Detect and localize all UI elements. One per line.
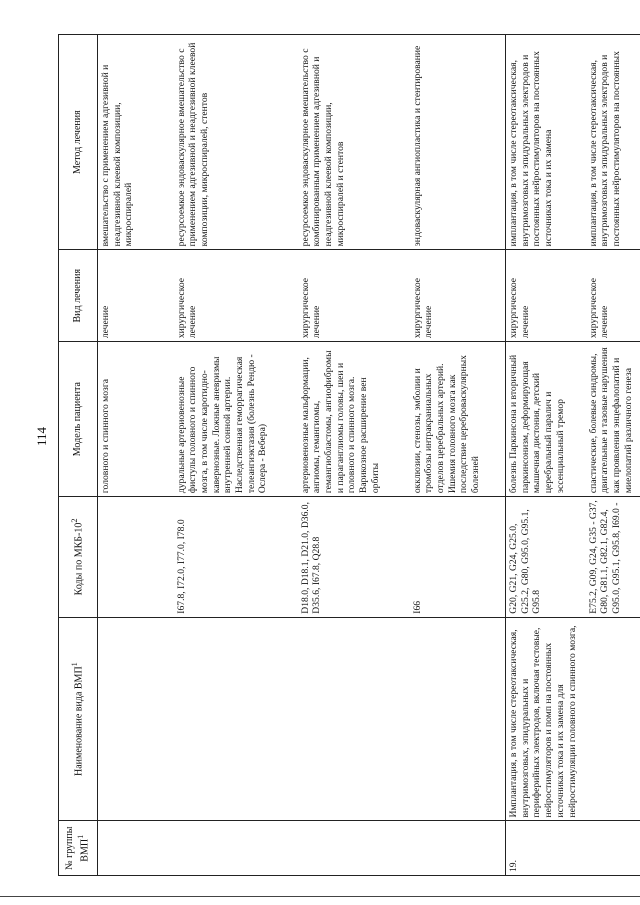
cell-vmp-name	[586, 617, 640, 821]
cell-icd-codes: I66	[410, 497, 506, 618]
header-icd-codes: Коды по МКБ-$10^2$	[59, 497, 98, 618]
cell-icd-codes: I67.8, I72.0, I77.0, I78.0	[174, 497, 298, 618]
cell-group-number: 19.	[506, 821, 586, 876]
cell-treatment-type: хирургическое лечение	[586, 250, 640, 342]
cell-patient-model: головного и спинного мозга	[98, 342, 174, 497]
cell-vmp-name: Имплантация, в том числе стереотаксическая, внутримозговых, эпидуральных и периферийных электродов, включая тестовые, нейростимуляторов и помп на постоянных источниках тока и их замена для нейростимуляции головного и спинного мозга,	[506, 617, 586, 821]
cell-vmp-name	[298, 617, 410, 821]
cell-treatment-method: ресурсоемкое эндоваскулярное вмешательство с применением адгезивной и неадгезивной клеевой композиции, микроспиралей, стентов	[174, 35, 298, 250]
header-patient-model: Модель пациента	[59, 342, 98, 497]
cell-treatment-type: хирургическое лечение	[410, 250, 506, 342]
treatment-table	[58, 34, 640, 876]
cell-vmp-name	[410, 617, 506, 821]
cell-treatment-type: хирургическое лечение	[174, 250, 298, 342]
table-header-row	[59, 35, 98, 876]
cell-vmp-name	[98, 617, 174, 821]
cell-treatment-method: имплантация, в том числе стереотаксическая, внутримозговых и эпидуральных электродов и постоянных нейростимуляторов на постоянных	[586, 35, 640, 250]
table-row	[410, 35, 506, 876]
cell-patient-model: дуральные артериовенозные фистулы головного и спинного мозга, в том числе каротидно-кавернозные. Ложные аневризмы внутренней сонной артерии. Наследственная геморрагическая телеангиэктазия (болезнь Рендю - Ослера - Вебера)	[174, 342, 298, 497]
cell-icd-codes: D18.0, D18.1, D21.0, D36.0, D35.6, I67.8, Q28.8	[298, 497, 410, 618]
header-treatment-type: Вид лечения	[59, 250, 98, 342]
cell-group-number	[298, 821, 410, 876]
cell-treatment-method: вмешательство с применением адгезивной и неадгезивной клеевой композиции, микроспиралей	[98, 35, 174, 250]
rotated-table-wrapper	[58, 34, 634, 876]
cell-vmp-name	[174, 617, 298, 821]
table-row	[174, 35, 298, 876]
page-bottom-rule	[0, 896, 640, 897]
cell-icd-codes	[98, 497, 174, 618]
table-row	[298, 35, 410, 876]
cell-treatment-type: хирургическое лечение	[298, 250, 410, 342]
cell-treatment-method: имплантация, в том числе стереотаксическая, внутримозговых и эпидуральных электродов и постоянных нейростимуляторов на постоянных источниках тока и их замена	[506, 35, 586, 250]
cell-group-number	[98, 821, 174, 876]
table-row	[506, 35, 586, 876]
header-treatment-method: Метод лечения	[59, 35, 98, 250]
cell-treatment-type: лечение	[98, 250, 174, 342]
cell-treatment-method: эндоваскулярная ангиопластика и стентирование	[410, 35, 506, 250]
cell-icd-codes: E75.2, G09, G24, G35 - G37, G80, G81.1, G82.1, G82.4, G95.0, G95.1, G95.8, I69.0 -	[586, 497, 640, 618]
table-row	[586, 35, 640, 876]
cell-treatment-method: ресурсоемкое эндоваскулярное вмешательство с комбинированным применением адгезивной и неадгезивной клеевой композиции, микроспиралей и стентов	[298, 35, 410, 250]
page-number: 114	[34, 426, 49, 446]
cell-group-number	[410, 821, 506, 876]
cell-group-number	[174, 821, 298, 876]
cell-patient-model: болезнь Паркинсона и вторичный паркинсонизм, деформирующая мышечная дистония, детский церебральный паралич и эссенциальный тремор	[506, 342, 586, 497]
header-vmp-name: Наименование вида ВМП$^1$	[59, 617, 98, 821]
cell-icd-codes: G20, G21, G24, G25.0, G25.2, G80, G95.0, G95.1, G95.8	[506, 497, 586, 618]
table-row	[98, 35, 174, 876]
cell-patient-model: окклюзии, стенозы, эмболии и тромбозы интракраниальных отделов церебральных артерий. Ишемия головного мозга как последствие цереброваскулярных болезней	[410, 342, 506, 497]
cell-patient-model: артериовенозные мальформации, ангиомы, гемангиомы, гемангиобластомы, ангиофибромы и параганглиомы головы, шеи и головного и спинного мозга. Варикозное расширение вен орбиты	[298, 342, 410, 497]
header-group-number: № группы ВМП$^1$	[59, 821, 98, 876]
cell-treatment-type: хирургическое лечение	[506, 250, 586, 342]
cell-group-number	[586, 821, 640, 876]
cell-patient-model: спастические, болевые синдромы, двигательные и тазовые нарушения как проявления энцефалопатий и миелопатий различного генеза	[586, 342, 640, 497]
